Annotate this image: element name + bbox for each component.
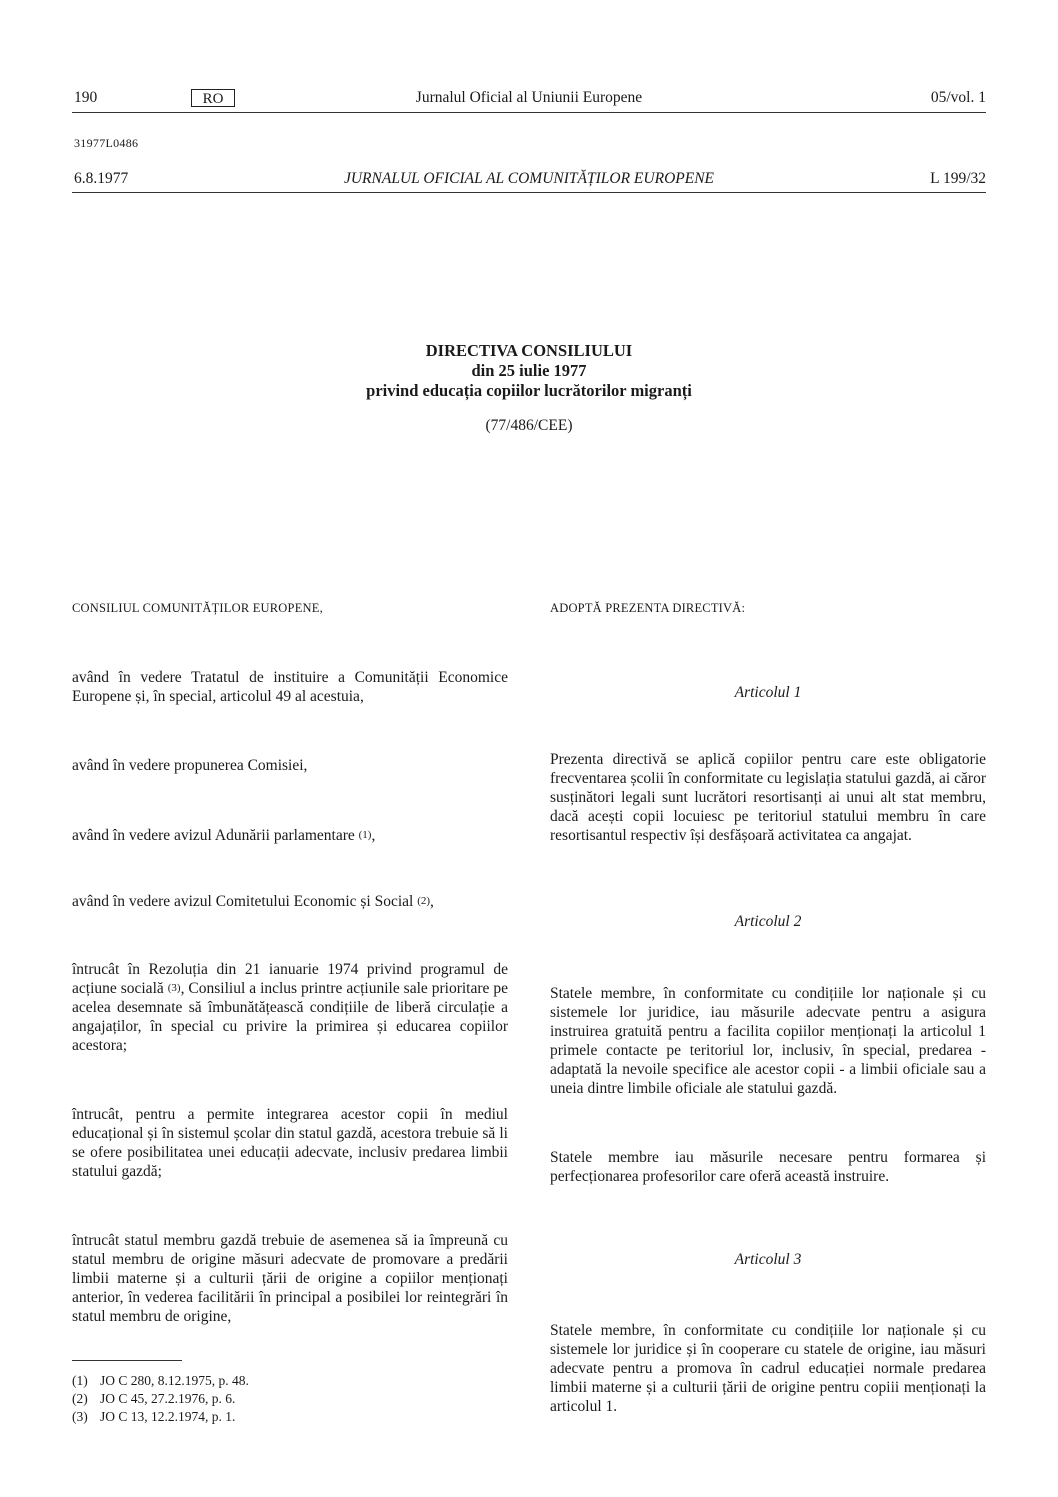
footnote-ref-3[interactable]: (3) <box>167 982 181 994</box>
council-heading: CONSILIUL COMUNITĂȚILOR EUROPENE, <box>72 601 323 615</box>
directive-number: (77/486/CEE) <box>485 417 573 434</box>
footnote-3 <box>72 1408 235 1426</box>
subheader-rule <box>72 192 986 193</box>
recital-mother-tongue: întrucât statul membru gazdă trebuie de asemenea să ia împreună cu statul membru de origine măsuri adecvate de promovare a predării limbii materne și a culturii țării de origine a copiilor menționați anterior, în vederea facilitării în principal a posibilei lor reintegrări în statul membru de origine, <box>72 1232 508 1325</box>
footnote-text-2: JO C 45, 27.2.1976, p. 6. <box>100 1391 236 1406</box>
header-rule <box>72 112 986 113</box>
footnote-1 <box>72 1372 249 1390</box>
footnote-2 <box>72 1390 235 1408</box>
article-2-paragraph-2: Statele membre iau măsurile necesare pentru formarea și perfecționarea profesorilor care oferă această instruire. <box>550 1149 986 1185</box>
publication-date: 6.8.1977 <box>74 170 129 187</box>
article-2-paragraph-1: Statele membre, în conformitate cu condițiile lor naționale și cu sistemele lor juridice, iau măsurile adecvate pentru a asigura instruirea gratuită pentru a facilita copiilor menționați la articolul 1 primele contacte pe teritoriul lor, inclusiv, în special, predarea - adaptată la nevoile specifice ale acestor copii - a limbii oficiale sau a uneia dintre limbile oficiale ale statului gazdă. <box>550 985 986 1097</box>
article-3-heading: Articolul 3 <box>734 1251 802 1268</box>
footnote-text-1: JO C 280, 8.12.1975, p. 48. <box>100 1373 249 1388</box>
recital-resolution-text-b: , Consiliul a inclus printre acțiunile sale prioritare pe acelea desemnate să îmbunătățească condițiile de liberă circulație a angajaților, în special cu privire la primirea și educarea copiilor acestora; <box>72 980 508 1054</box>
footnote-mark-3: (3) <box>72 1409 88 1424</box>
volume-label: 05/vol. 1 <box>930 89 986 106</box>
recital-ecosoc-punct: , <box>430 893 434 910</box>
footnote-rule <box>72 1360 182 1361</box>
recital-treaty: având în vedere Tratatul de instituire a Comunității Economice Europene și, în special, articolul 49 al acestuia, <box>72 669 508 705</box>
recital-assembly <box>72 826 508 845</box>
oj-reference: L 199/32 <box>930 170 986 187</box>
journal-title: Jurnalul Oficial al Uniunii Europene <box>415 89 643 106</box>
title-line-1: DIRECTIVA CONSILIULUI <box>425 341 633 360</box>
footnote-mark-1: (1) <box>72 1373 88 1388</box>
recital-assembly-text: având în vedere avizul Adunării parlamentare <box>72 827 355 844</box>
directive-title <box>72 341 986 435</box>
footnote-ref-2[interactable]: (2) <box>417 895 431 907</box>
recital-commission: având în vedere propunerea Comisiei, <box>72 757 308 774</box>
article-1-text: Prezenta directivă se aplică copiilor pentru care este obligatorie frecventarea școlii în conformitate cu legislația statului gazdă, ai căror susținători legali sunt lucrători resortisanți ai unui alt stat membru, dacă acești copii locuiesc pe teritoriul statului membru în care resortisantul respectiv își desfășoară activitatea ca angajat. <box>550 751 986 844</box>
article-2-heading: Articolul 2 <box>734 913 802 930</box>
language-badge: RO <box>191 89 235 107</box>
recital-ecosoc-text: având în vedere avizul Comitetului Economic și Social <box>72 893 414 910</box>
recital-resolution-text-a: întrucât în Rezoluția din 21 ianuarie 1974 privind programul de acțiune socială <box>72 961 508 997</box>
article-1-heading: Articolul 1 <box>734 684 802 701</box>
recital-ecosoc <box>72 892 508 911</box>
title-line-2: din 25 iulie 1977 <box>471 361 587 380</box>
title-line-3: privind educația copiilor lucrătorilor migranți <box>366 381 692 400</box>
footnote-text-3: JO C 13, 12.2.1974, p. 1. <box>100 1409 236 1424</box>
adopts-heading: ADOPTĂ PREZENTA DIRECTIVĂ: <box>550 601 746 615</box>
footnote-mark-2: (2) <box>72 1391 88 1406</box>
recital-assembly-punct: , <box>371 827 376 844</box>
article-3-text: Statele membre, în conformitate cu condițiile lor naționale și cu sistemele lor juridice și în cooperare cu statele de origine, iau măsuri adecvate pentru a promova în cadrul educației normale predarea limbii materne și a culturii țării de origine pentru copiii menționați la articolul 1. <box>550 1322 986 1415</box>
page-number: 190 <box>74 89 98 106</box>
oj-title: JURNALUL OFICIAL AL COMUNITĂȚILOR EUROPENE <box>343 170 715 187</box>
recital-integration: întrucât, pentru a permite integrarea acestor copii în mediul educațional și în sistemul școlar din statul gazdă, acestora trebuie să li se ofere posibilitatea unei educații adecvate, inclusiv predarea limbii statului gazdă; <box>72 1106 508 1180</box>
footnote-ref-1[interactable]: (1) <box>358 829 372 841</box>
recital-resolution <box>72 960 508 1055</box>
celex-number: 31977L0486 <box>74 136 139 150</box>
